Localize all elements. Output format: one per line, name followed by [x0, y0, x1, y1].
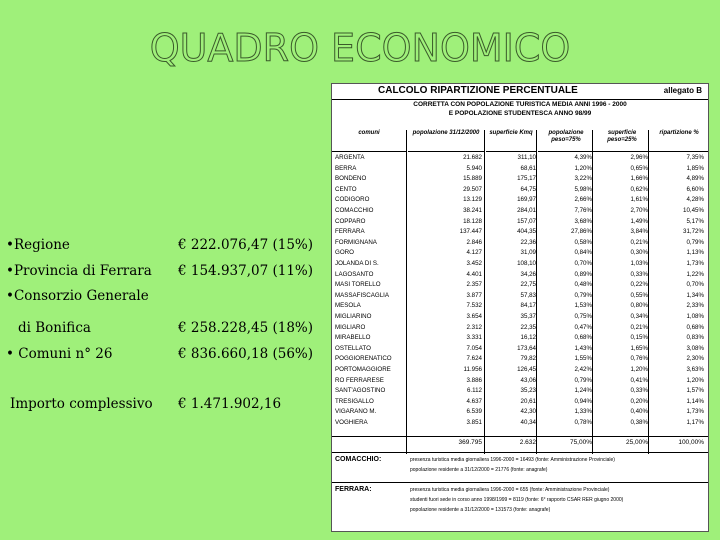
- table-cell: 0,76%: [630, 355, 648, 363]
- table-cell: 7,76%: [574, 207, 592, 214]
- table-cell: CENTO: [335, 185, 357, 193]
- table-cell: 0,70%: [574, 260, 592, 267]
- table-cell: 0,21%: [630, 323, 648, 331]
- table-cell: 34,26: [520, 270, 536, 278]
- table-row: [332, 153, 708, 162]
- table-cell: 1,73%: [686, 260, 704, 267]
- table-row: [332, 185, 708, 194]
- table-cell: 2.357: [466, 281, 482, 289]
- table-cell: 7.624: [466, 355, 482, 363]
- total-superficie: 2.632: [519, 439, 536, 446]
- table-cell: 0,68%: [686, 323, 704, 331]
- table-cell: 1,61%: [630, 196, 648, 204]
- table-cell: 0,83%: [686, 334, 704, 342]
- table-cell: CODIGORO: [335, 196, 370, 204]
- table-cell: JOLANDA DI S.: [335, 260, 379, 267]
- table-cell: 7.532: [466, 302, 482, 310]
- table-cell: ARGENTA: [335, 154, 365, 161]
- table-cell: 1,53%: [574, 302, 592, 310]
- table-cell: MIGLIARO: [335, 323, 366, 331]
- col-header-popolazione: popolazione 31/12/2000: [408, 130, 484, 152]
- footnote-line: presenza turistica media giornaliera 1996-2000 = 655 (fonte: Amministrazione Provinciale): [410, 487, 610, 493]
- allocation-label: •Provincia di Ferrara: [6, 263, 152, 279]
- table-cell: 84,17: [520, 302, 536, 310]
- table-cell: 2,33%: [686, 302, 704, 310]
- table-cell: 27,86%: [571, 228, 592, 236]
- table-cell: FERRARA: [335, 228, 365, 236]
- table-cell: 22,35: [520, 323, 536, 331]
- table-cell: 2.846: [466, 238, 482, 246]
- table-cell: 0,34%: [630, 313, 648, 320]
- table-cell: 79,82: [520, 355, 536, 363]
- table-row: [332, 270, 708, 279]
- table-cell: 3,08%: [686, 344, 704, 352]
- table-cell: 0,33%: [630, 387, 648, 395]
- col-header-comuni: comuni: [332, 130, 406, 152]
- table-cell: 1,73%: [686, 408, 704, 416]
- table-cell: 1,08%: [686, 313, 704, 320]
- table-cell: MESOLA: [335, 302, 361, 310]
- col-header-superficie: superficie Kmq: [486, 130, 536, 152]
- table-cell: 0,65%: [630, 164, 648, 172]
- table-cell: 0,55%: [630, 291, 648, 299]
- table-cell: 18.128: [463, 217, 482, 225]
- subtitle-line-2: E POPOLAZIONE STUDENTESCA ANNO 98/99: [448, 110, 592, 117]
- table-cell: 31,09: [520, 249, 536, 257]
- table-cell: 4.127: [466, 249, 482, 257]
- table-cell: 5,98%: [574, 185, 592, 193]
- document-title: CALCOLO RIPARTIZIONE PERCENTUALE: [378, 85, 578, 96]
- table-cell: 0,15%: [630, 334, 648, 342]
- table-row: [332, 333, 708, 342]
- table-row: [332, 397, 708, 406]
- table-cell: VOGHIERA: [335, 419, 368, 426]
- table-row: [332, 259, 708, 268]
- table-row: [332, 354, 708, 363]
- table-cell: 68,61: [520, 164, 536, 172]
- table-cell: 1,34%: [686, 291, 704, 299]
- table-cell: 22,36: [520, 238, 536, 246]
- table-cell: 3,68%: [574, 217, 592, 225]
- table-cell: 0,21%: [630, 238, 648, 246]
- table-cell: 7.054: [466, 344, 482, 352]
- table-cell: LAGOSANTO: [335, 270, 374, 278]
- subtitle-line-1: CORRETTA CON POPOLAZIONE TURISTICA MEDIA ANNI 1996 - 2000: [413, 101, 627, 108]
- table-cell: 43,06: [520, 376, 536, 384]
- annex-label: allegato B: [663, 86, 702, 95]
- table-row: [332, 217, 708, 226]
- table-cell: 1,14%: [686, 397, 704, 405]
- table-cell: 4.637: [466, 397, 482, 405]
- table-cell: 3,63%: [686, 366, 704, 373]
- table-cell: 2,42%: [574, 366, 592, 373]
- table-cell: TRESIGALLO: [335, 397, 374, 405]
- table-row: [332, 301, 708, 310]
- table-cell: BERRA: [335, 164, 357, 172]
- table-cell: MIGLIARINO: [335, 313, 372, 320]
- table-cell: 2,96%: [630, 154, 648, 161]
- table-cell: 404,35: [517, 228, 536, 236]
- table-row: [332, 206, 708, 215]
- table-cell: 0,22%: [630, 281, 648, 289]
- table-cell: 42,30: [520, 408, 536, 416]
- table-cell: 2,66%: [574, 196, 592, 204]
- table-cell: 4.401: [466, 270, 482, 278]
- table-cell: 0,89%: [574, 270, 592, 278]
- table-cell: 1,24%: [574, 387, 592, 395]
- table-cell: MASI TORELLO: [335, 281, 381, 289]
- table-row: [332, 376, 708, 385]
- table-cell: 0,38%: [630, 419, 648, 426]
- document-subtitle: [332, 100, 708, 118]
- table-cell: 5.940: [466, 164, 482, 172]
- table-row: [332, 195, 708, 204]
- table-cell: 1,33%: [574, 408, 592, 416]
- footnote-line: studenti fuori sede in corso anno 1998/1999 = 8119 (fonte: 6° rapporto CSAR RER giugno 2000): [410, 497, 624, 503]
- table-cell: 1,13%: [686, 249, 704, 257]
- table-cell: 1,85%: [686, 164, 704, 172]
- table-cell: RO FERRARESE: [335, 376, 384, 384]
- table-cell: 0,79%: [574, 291, 592, 299]
- table-cell: 35,37: [520, 313, 536, 320]
- table-cell: 38.241: [463, 207, 482, 214]
- footnote-key: FERRARA:: [335, 486, 372, 493]
- allocation-amount: € 222.076,47 (15%): [178, 237, 314, 253]
- table-cell: 0,79%: [686, 238, 704, 246]
- table-cell: 16,12: [520, 334, 536, 342]
- table-row: [332, 238, 708, 247]
- table-cell: VIGARANO M.: [335, 408, 377, 416]
- table-cell: 0,70%: [686, 281, 704, 289]
- table-row: [332, 291, 708, 300]
- total-pop-peso: 75,00%: [569, 439, 592, 446]
- table-cell: 40,34: [520, 419, 536, 426]
- table-cell: 3.452: [466, 260, 482, 267]
- table-cell: 3.886: [466, 376, 482, 384]
- table-cell: PORTOMAGGIORE: [335, 366, 391, 373]
- table-cell: 13.129: [463, 196, 482, 204]
- table-row: [332, 418, 708, 427]
- table-cell: 20,61: [520, 397, 536, 405]
- table-cell: 0,41%: [630, 376, 648, 384]
- table-cell: 157,07: [517, 217, 536, 225]
- table-row: [332, 323, 708, 332]
- col-header-sup-peso: superficie peso=25%: [594, 130, 650, 152]
- table-cell: 6,60%: [686, 185, 704, 193]
- table-row: [332, 407, 708, 416]
- table-cell: 5,17%: [686, 217, 704, 225]
- table-cell: 3.851: [466, 419, 482, 426]
- table-cell: 0,84%: [574, 249, 592, 257]
- table-cell: 3.654: [466, 313, 482, 320]
- col-header-ripartizione: ripartizione %: [650, 130, 708, 152]
- page-title: QUADRO ECONOMICO: [149, 26, 571, 70]
- table-cell: 126,45: [517, 366, 536, 373]
- document-header: [332, 84, 708, 100]
- table-cell: 1,20%: [686, 376, 704, 384]
- col-header-pop-peso: popolazione peso=75%: [538, 130, 594, 152]
- footnote: [332, 482, 708, 531]
- table-cell: 29.507: [463, 185, 482, 193]
- table-cell: 0,78%: [574, 419, 592, 426]
- table-cell: 0,68%: [574, 334, 592, 342]
- footnote-key: COMACCHIO:: [335, 456, 382, 463]
- table-cell: 0,33%: [630, 270, 648, 278]
- table-cell: 1,17%: [686, 419, 704, 426]
- table-cell: 11.956: [463, 366, 482, 373]
- table-cell: 0,79%: [574, 376, 592, 384]
- table-cell: 0,40%: [630, 408, 648, 416]
- table-cell: 3.331: [466, 334, 482, 342]
- table-cell: 0,80%: [630, 302, 648, 310]
- table-cell: 1,43%: [574, 344, 592, 352]
- table-cell: 0,20%: [630, 397, 648, 405]
- table-cell: 3,84%: [630, 228, 648, 236]
- table-cell: 173,64: [517, 344, 536, 352]
- table-cell: 1,65%: [630, 344, 648, 352]
- totals-row: [332, 436, 708, 449]
- table-cell: 1,22%: [686, 270, 704, 278]
- table-cell: 0,30%: [630, 249, 648, 257]
- table-cell: 6.539: [466, 408, 482, 416]
- table-cell: 169,97: [517, 196, 536, 204]
- table-cell: 6.112: [466, 387, 482, 395]
- allocation-amount: € 258.228,45 (18%): [178, 320, 314, 336]
- table-cell: 1,49%: [630, 217, 648, 225]
- table-cell: 0,94%: [574, 397, 592, 405]
- table-row: [332, 174, 708, 183]
- footnote: [332, 452, 708, 483]
- table-cell: 284,01: [517, 207, 536, 214]
- table-cell: 57,83: [520, 291, 536, 299]
- table-row: [332, 386, 708, 395]
- table-row: [332, 248, 708, 257]
- table-cell: 1,20%: [574, 164, 592, 172]
- table-cell: 7,35%: [686, 154, 704, 161]
- table-cell: 22,75: [520, 281, 536, 289]
- table-cell: 175,17: [517, 175, 536, 183]
- table-row: [332, 312, 708, 321]
- footnote-line: popolazione residente a 31/12/2000 = 21776 (fonte: anagrafe): [410, 467, 548, 473]
- table-cell: 64,75: [520, 185, 536, 193]
- table-cell: 1,55%: [574, 355, 592, 363]
- table-cell: 0,62%: [630, 185, 648, 193]
- table-cell: COMACCHIO: [335, 207, 374, 214]
- table-cell: OSTELLATO: [335, 344, 371, 352]
- table-cell: SANT'AGOSTINO: [335, 387, 386, 395]
- table-cell: 4,89%: [686, 175, 704, 183]
- table-cell: 311,10: [517, 154, 536, 161]
- allocation-document: [331, 83, 709, 532]
- allocation-label: •Regione: [6, 237, 70, 253]
- footnote-line: popolazione residente a 31/12/2000 = 131573 (fonte: anagrafe): [410, 507, 551, 513]
- allocation-amount: € 154.937,07 (11%): [178, 263, 314, 279]
- table-cell: FORMIGNANA: [335, 238, 377, 246]
- table-cell: 4,28%: [686, 196, 704, 204]
- table-row: [332, 280, 708, 289]
- table-cell: 137.447: [459, 228, 482, 236]
- table-cell: 2,70%: [630, 207, 648, 214]
- table-cell: 108,10: [517, 260, 536, 267]
- table-cell: 2.312: [466, 323, 482, 331]
- table-cell: 0,48%: [574, 281, 592, 289]
- table-cell: MIRABELLO: [335, 334, 371, 342]
- table-cell: 31,72%: [683, 228, 704, 236]
- table-cell: 21.682: [463, 154, 482, 161]
- table-row: [332, 227, 708, 236]
- allocation-amount: € 836.660,18 (56%): [178, 346, 314, 362]
- table-cell: 2,30%: [686, 355, 704, 363]
- table-cell: 0,58%: [574, 238, 592, 246]
- total-sup-peso: 25,00%: [625, 439, 648, 446]
- table-cell: 1,20%: [630, 366, 648, 373]
- table-cell: 4,39%: [574, 154, 592, 161]
- total-popolazione: 369.795: [458, 439, 482, 446]
- table-cell: 1,66%: [630, 175, 648, 183]
- table-cell: GORO: [335, 249, 354, 257]
- table-row: [332, 365, 708, 374]
- table-cell: 3.877: [466, 291, 482, 299]
- allocation-label: • Comuni n° 26: [6, 346, 113, 362]
- table-cell: COPPARO: [335, 217, 366, 225]
- allocation-label: •Consorzio Generale: [6, 288, 149, 304]
- allocation-label: Importo complessivo: [10, 396, 153, 412]
- table-cell: 15.889: [463, 175, 482, 183]
- table-row: [332, 344, 708, 353]
- table-cell: POGGIORENATICO: [335, 355, 392, 363]
- total-ripartizione: 100,00%: [678, 439, 704, 446]
- table-cell: 0,47%: [574, 323, 592, 331]
- table-cell: 35,23: [520, 387, 536, 395]
- table-row: [332, 164, 708, 173]
- table-cell: BONDENO: [335, 175, 367, 183]
- allocation-amount: € 1.471.902,16: [178, 396, 282, 412]
- footnote-line: presenza turistica media giornaliera 1996-2000 = 16493 (fonte: Amministrazione Provinciale): [410, 457, 615, 463]
- allocation-label: di Bonifica: [18, 320, 91, 336]
- table-cell: 10,45%: [683, 207, 704, 214]
- table-cell: 3,22%: [574, 175, 592, 183]
- table-cell: 0,75%: [574, 313, 592, 320]
- table-cell: 1,03%: [630, 260, 648, 267]
- table-cell: MASSAFISCAGLIA: [335, 291, 389, 299]
- table-cell: 1,57%: [686, 387, 704, 395]
